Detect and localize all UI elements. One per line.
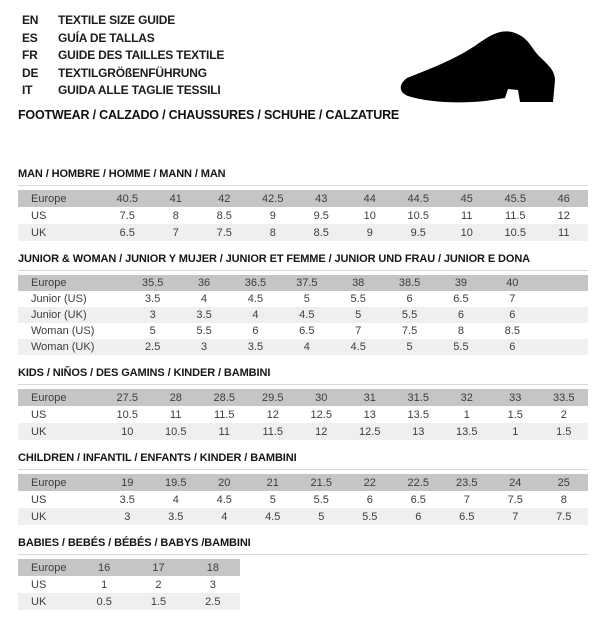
size-cell: 29.5: [262, 391, 284, 404]
size-cell: 2: [155, 578, 162, 591]
size-cell: 6: [406, 293, 413, 305]
size-cell: 33: [509, 391, 522, 404]
size-cell: 27.5: [116, 391, 138, 404]
size-cell: 3.5: [145, 293, 161, 305]
section-junior-woman: [18, 253, 588, 355]
dress-shoe-icon: [395, 18, 575, 108]
size-cell: 33.5: [553, 391, 575, 404]
row-label: Junior (US): [31, 293, 87, 305]
size-cell: 3: [209, 578, 216, 591]
size-cell: 21.5: [310, 476, 332, 489]
section-babies: [18, 537, 588, 610]
size-cell: 3: [124, 510, 131, 523]
row-label: US: [31, 578, 47, 591]
language-list: [22, 12, 224, 100]
size-cell: 8: [560, 493, 567, 506]
size-cell: 6: [415, 510, 422, 523]
size-cell: 25: [557, 476, 570, 489]
section-title: BABIES / BEBÉS / BÉBÉS / BABYS /BAMBINI: [18, 537, 588, 555]
size-table-man: [18, 190, 588, 241]
size-cell: 9.5: [410, 226, 426, 239]
size-cell: 3.5: [168, 510, 184, 523]
row-label: UK: [31, 595, 47, 608]
size-cell: 12.5: [310, 408, 332, 421]
size-cell: 13: [363, 408, 376, 421]
size-cell: 28: [169, 391, 182, 404]
row-label: Europe: [31, 476, 67, 489]
size-cell: 11.5: [213, 408, 235, 421]
size-cell: 0.5: [96, 595, 112, 608]
size-cell: 5: [303, 293, 310, 305]
size-cell: 5.5: [196, 325, 212, 337]
size-cell: 42.5: [262, 192, 284, 205]
size-cell: 4: [221, 510, 228, 523]
filler-cell: [538, 307, 588, 323]
size-cell: 4: [172, 493, 179, 506]
section-children: [18, 452, 588, 525]
table-row: [18, 508, 588, 525]
table-row: [18, 474, 588, 491]
table-row: [18, 307, 588, 323]
size-cell: 17: [152, 561, 165, 574]
language-row-es: [22, 30, 224, 48]
size-cell: 39: [454, 277, 468, 289]
size-cell: 11: [558, 226, 570, 239]
row-label: Europe: [31, 561, 67, 574]
size-cell: 6.5: [453, 293, 469, 305]
row-label: Europe: [31, 192, 67, 205]
section-title: MAN / HOMBRE / HOMME / MANN / MAN: [18, 168, 588, 186]
size-table-junior-woman: [18, 275, 588, 355]
size-cell: 3.5: [196, 309, 212, 321]
size-cell: 5: [318, 510, 325, 523]
size-cell: 13.5: [407, 408, 429, 421]
size-cell: 31.5: [407, 391, 429, 404]
language-row-fr: [22, 47, 224, 65]
size-cell: 4.5: [216, 493, 232, 506]
table-row: [18, 339, 588, 355]
language-code: ES: [22, 30, 38, 45]
size-cell: 28.5: [213, 391, 235, 404]
size-cell: 5: [406, 341, 413, 353]
size-cell: 46: [557, 192, 570, 205]
size-cell: 3.5: [247, 341, 264, 353]
size-cell: 10: [121, 425, 134, 438]
table-row: [18, 576, 240, 593]
size-cell: 5.5: [313, 493, 329, 506]
size-cell: 16: [98, 561, 111, 574]
size-cell: 19: [121, 476, 134, 489]
size-cell: 11: [461, 209, 473, 222]
size-cell: 31: [363, 391, 376, 404]
size-cell: 12: [315, 425, 328, 438]
table-row: [18, 559, 240, 576]
size-cell: 3: [149, 309, 156, 321]
table-row: [18, 207, 588, 224]
language-code: EN: [22, 13, 39, 27]
size-cell: 6: [366, 493, 373, 506]
size-cell: 6.5: [299, 325, 315, 337]
size-cell: 11.5: [262, 425, 284, 438]
size-cell: 4: [303, 341, 310, 353]
size-cell: 6.5: [459, 510, 475, 523]
size-cell: 10: [363, 209, 376, 222]
row-label: Junior (UK): [31, 309, 87, 321]
section-title: CHILDREN / INFANTIL / ENFANTS / KINDER / BAMBINI: [18, 452, 588, 470]
section-title: JUNIOR & WOMAN / JUNIOR Y MUJER / JUNIOR ET FEMME / JUNIOR UND FRAU / JUNIOR E DONA: [18, 253, 588, 271]
row-label: UK: [31, 510, 47, 523]
size-cell: 7: [355, 325, 362, 337]
size-cell: 1.5: [507, 408, 523, 421]
size-cell: 38.5: [398, 277, 421, 289]
size-cell: 19.5: [165, 476, 187, 489]
section-kids: [18, 367, 588, 440]
table-row: [18, 224, 588, 241]
size-cell: 10: [460, 226, 473, 239]
size-cell: 6: [252, 325, 259, 337]
size-cell: 30: [315, 391, 328, 404]
size-cell: 20: [218, 476, 231, 489]
size-cell: 5.5: [350, 293, 366, 305]
size-cell: 9: [269, 209, 276, 222]
row-label: Woman (UK): [31, 341, 95, 353]
language-row-en: [22, 12, 224, 30]
size-cell: 7: [463, 493, 470, 506]
size-cell: 1.5: [150, 595, 167, 608]
language-title: GUÍA DE TALLAS: [58, 30, 155, 45]
size-cell: 9.5: [313, 209, 329, 222]
size-cell: 7.5: [119, 209, 135, 222]
size-table-babies: [18, 559, 240, 610]
size-cell: 7: [172, 226, 179, 239]
table-row: [18, 190, 588, 207]
size-cell: 1: [463, 408, 470, 421]
size-cell: 8: [269, 226, 276, 239]
size-cell: 8: [172, 209, 179, 222]
size-cell: 4.5: [265, 510, 281, 523]
filler-cell: [538, 275, 588, 291]
size-cell: 4.5: [247, 293, 264, 305]
size-cell: 13: [412, 425, 425, 438]
table-row: [18, 423, 588, 440]
size-cell: 7.5: [556, 510, 572, 523]
size-cell: 2: [560, 408, 567, 421]
size-cell: 12: [266, 408, 279, 421]
filler-cell: [538, 339, 588, 355]
size-cell: 3: [201, 341, 208, 353]
table-row: [18, 323, 588, 339]
filler-cell: [538, 323, 588, 339]
language-row-it: [22, 82, 224, 100]
size-table-children: [18, 474, 588, 525]
size-cell: 10.5: [407, 209, 429, 222]
row-label: Woman (US): [31, 325, 95, 337]
size-cell: 24: [509, 476, 522, 489]
size-cell: 35.5: [141, 277, 164, 289]
row-label: US: [31, 493, 47, 506]
size-cell: 21: [266, 476, 279, 489]
size-cell: 36: [197, 277, 211, 289]
size-cell: 4.5: [350, 341, 366, 353]
language-title: GUIDE DES TAILLES TEXTILE: [58, 48, 225, 62]
size-cell: 32: [460, 391, 473, 404]
section-title: KIDS / NIÑOS / DES GAMINS / KINDER / BAMBINI: [18, 367, 588, 385]
table-row: [18, 389, 588, 406]
size-cell: 6.5: [119, 226, 135, 239]
row-label: UK: [31, 226, 47, 239]
size-cell: 18: [206, 561, 219, 574]
size-cell: 2.5: [145, 341, 161, 353]
size-cell: 6.5: [410, 493, 426, 506]
size-cell: 11: [218, 425, 230, 438]
language-code: FR: [22, 48, 38, 62]
size-cell: 40: [506, 277, 519, 289]
size-cell: 4: [201, 293, 208, 305]
size-cell: 12.5: [359, 425, 381, 438]
language-code: DE: [22, 65, 39, 80]
size-cell: 5: [269, 493, 276, 506]
size-cell: 6: [509, 341, 516, 353]
row-label: US: [31, 408, 47, 421]
size-cell: 42: [218, 192, 231, 205]
size-cell: 44.5: [407, 192, 429, 205]
section-man: [18, 168, 588, 241]
size-cell: 8.5: [216, 209, 232, 222]
table-row: [18, 406, 588, 423]
table-row: [18, 291, 588, 307]
table-row: [18, 491, 588, 508]
size-cell: 5.5: [362, 510, 378, 523]
size-cell: 22.5: [407, 476, 429, 489]
table-row: [18, 593, 240, 610]
language-title: GUIDA ALLE TAGLIE TESSILI: [58, 83, 221, 97]
row-label: UK: [31, 425, 47, 438]
row-label: Europe: [31, 277, 67, 289]
size-cell: 11: [170, 408, 182, 421]
size-cell: 8: [457, 325, 464, 337]
size-cell: 11.5: [504, 209, 526, 222]
size-cell: 10.5: [165, 425, 187, 438]
size-cell: 1.5: [556, 425, 572, 438]
size-cell: 36.5: [244, 277, 267, 289]
size-cell: 5: [355, 309, 362, 321]
size-cell: 5: [149, 325, 156, 337]
size-cell: 10.5: [504, 226, 526, 239]
size-cell: 22: [363, 476, 376, 489]
size-cell: 7: [512, 510, 519, 523]
filler-cell: [538, 291, 588, 307]
language-row-de: [22, 65, 224, 83]
size-cell: 1: [101, 578, 108, 591]
size-table-kids: [18, 389, 588, 440]
row-label: Europe: [31, 391, 67, 404]
size-cell: 7.5: [507, 493, 523, 506]
size-cell: 10.5: [116, 408, 138, 421]
size-cell: 13.5: [456, 425, 478, 438]
size-cell: 6: [509, 309, 516, 321]
size-cell: 38: [352, 277, 365, 289]
size-cell: 6: [457, 309, 464, 321]
size-cell: 45: [460, 192, 473, 205]
category-title: FOOTWEAR / CALZADO / CHAUSSURES / SCHUHE / CALZATURE: [18, 108, 400, 122]
language-title: TEXTILE SIZE GUIDE: [58, 13, 176, 27]
size-cell: 23.5: [456, 476, 478, 489]
size-cell: 41: [169, 192, 182, 205]
size-cell: 43: [315, 192, 328, 205]
size-cell: 2.5: [205, 595, 221, 608]
size-tables: [18, 168, 588, 622]
size-cell: 9: [366, 226, 373, 239]
size-cell: 4.5: [299, 309, 315, 321]
size-cell: 44: [363, 192, 376, 205]
size-cell: 7: [509, 293, 516, 305]
size-cell: 40.5: [116, 192, 138, 205]
size-cell: 3.5: [119, 493, 135, 506]
size-cell: 45.5: [504, 192, 526, 205]
size-cell: 12: [557, 209, 570, 222]
size-cell: 7.5: [216, 226, 232, 239]
size-cell: 8.5: [313, 226, 329, 239]
size-cell: 8.5: [504, 325, 520, 337]
row-label: US: [31, 209, 47, 222]
size-cell: 4: [252, 309, 259, 321]
size-cell: 37.5: [296, 277, 318, 289]
size-cell: 5.5: [401, 309, 418, 321]
size-cell: 1: [512, 425, 519, 438]
size-cell: 5.5: [453, 341, 469, 353]
language-code: IT: [22, 83, 33, 97]
table-row: [18, 275, 588, 291]
size-cell: 7.5: [401, 325, 418, 337]
language-title: TEXTILGRÖßENFÜHRUNG: [58, 65, 207, 80]
